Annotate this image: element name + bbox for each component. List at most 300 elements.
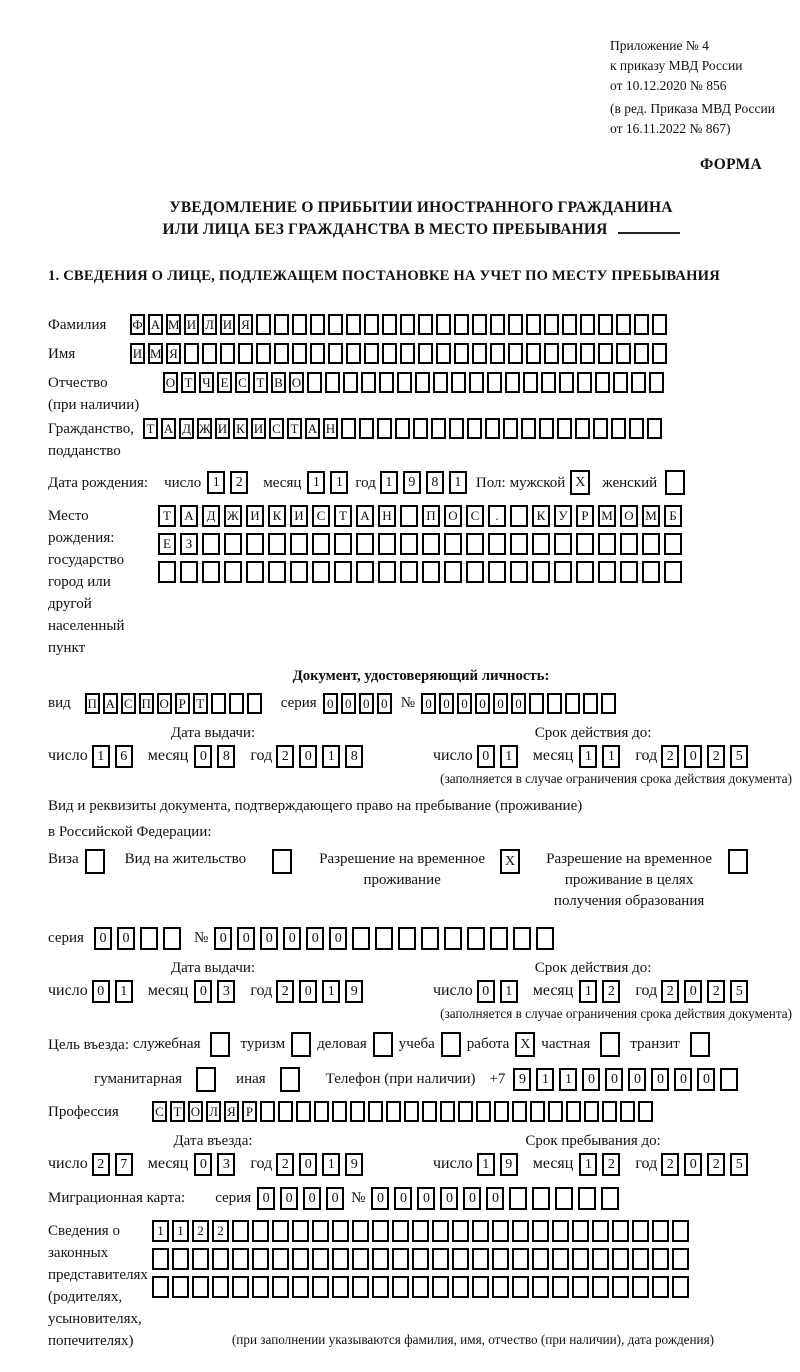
form-cell: О: [188, 1101, 203, 1122]
form-cell: [552, 1248, 569, 1270]
form-cell: 1: [115, 980, 133, 1003]
residence-valid-day: [477, 980, 523, 1003]
form-cell: [312, 1276, 329, 1298]
identity-valid-day: [477, 745, 523, 768]
form-cell: 1: [322, 980, 340, 1003]
form-cell: [364, 314, 379, 335]
form-cell: [140, 927, 158, 950]
identity-valid-year: [661, 745, 753, 768]
form-cell: 0: [359, 693, 374, 714]
form-cell: [332, 1276, 349, 1298]
citizenship-cells: [143, 418, 665, 439]
form-cell: 1: [322, 1153, 340, 1176]
form-cell: [492, 1276, 509, 1298]
form-title-line1: УВЕДОМЛЕНИЕ О ПРИБЫТИИ ИНОСТРАННОГО ГРАЖДАНИНА: [169, 199, 673, 216]
form-cell: И: [220, 314, 235, 335]
form-cell: Л: [206, 1101, 221, 1122]
form-cell: [611, 418, 626, 439]
form-cell: [386, 1101, 401, 1122]
form-cell: 1: [579, 745, 597, 768]
field-purpose-row-2: [94, 1066, 794, 1092]
form-cell: [536, 927, 554, 950]
form-cell: П: [139, 693, 154, 714]
form-cell: О: [157, 693, 172, 714]
form-cell: [557, 418, 572, 439]
form-cell: 1: [559, 1068, 577, 1091]
form-cell: Т: [143, 418, 158, 439]
form-cell: [172, 1248, 189, 1270]
form-cell: 1: [207, 471, 225, 494]
form-cell: 0: [628, 1068, 646, 1091]
form-cell: [631, 372, 646, 393]
form-cell: [378, 561, 396, 583]
form-cell: [532, 1276, 549, 1298]
form-cell: [334, 561, 352, 583]
patronymic-cells: [163, 372, 667, 393]
form-cell: Я: [238, 314, 253, 335]
form-cell: 0: [684, 745, 702, 768]
migration-series-label: серия: [215, 1190, 252, 1206]
form-cell: [352, 1220, 369, 1242]
form-cell: 0: [117, 927, 135, 950]
form-cell: [580, 343, 595, 364]
form-cell: [332, 1101, 347, 1122]
form-cell: 0: [697, 1068, 715, 1091]
form-cell: [598, 314, 613, 335]
birth-month-cells: [307, 471, 353, 494]
form-cell: 0: [475, 693, 490, 714]
birth-place-row-3: [158, 561, 686, 583]
form-cell: [310, 314, 325, 335]
form-cell: [224, 533, 242, 555]
form-cell: 0: [323, 693, 338, 714]
form-cell: [490, 314, 505, 335]
field-representatives: [48, 1220, 794, 1352]
purpose-humanitarian-checkbox: [196, 1067, 216, 1092]
form-cell: [548, 1101, 563, 1122]
form-cell: 8: [426, 471, 444, 494]
purpose-other-checkbox: [280, 1067, 300, 1092]
form-cell: [432, 1276, 449, 1298]
form-cell: Н: [323, 418, 338, 439]
form-cell: [392, 1276, 409, 1298]
year-label: год: [355, 474, 376, 491]
identity-series-label: серия: [280, 695, 317, 711]
form-cell: [526, 314, 541, 335]
field-name: [48, 343, 794, 365]
form-cell: И: [215, 418, 230, 439]
birth-place-row-2: [158, 533, 686, 555]
entry-day: [92, 1153, 138, 1176]
form-cell: [346, 314, 361, 335]
form-cell: 2: [602, 980, 620, 1003]
migration-number-cells: [371, 1187, 624, 1210]
form-cell: [346, 343, 361, 364]
form-cell: [652, 1276, 669, 1298]
form-cell: 0: [605, 1068, 623, 1091]
option-residence-permit-label: Вид на жительство: [124, 851, 247, 867]
form-cell: [314, 1101, 329, 1122]
birth-year-cells: [380, 471, 472, 494]
form-cell: [252, 1248, 269, 1270]
residence-issue-month: [194, 980, 240, 1003]
form-cell: [466, 533, 484, 555]
form-cell: [431, 418, 446, 439]
form-cell: 1: [449, 471, 467, 494]
identity-issue-month: [194, 745, 240, 768]
birth-place-label: Место рождения: государство город или другой населенный пункт: [48, 508, 125, 656]
form-cell: [612, 1276, 629, 1298]
form-cell: Е: [217, 372, 232, 393]
form-cell: [652, 343, 667, 364]
form-cell: 0: [417, 1187, 435, 1210]
form-cell: 1: [330, 471, 348, 494]
form-cell: А: [305, 418, 320, 439]
form-cell: [652, 1248, 669, 1270]
residence-doc-intro-2: в Российской Федерации:: [48, 824, 212, 840]
form-cell: [452, 1276, 469, 1298]
birth-place-grid: [158, 505, 794, 589]
form-cell: 0: [326, 1187, 344, 1210]
form-cell: [352, 927, 370, 950]
form-cell: [359, 418, 374, 439]
sex-male-label: мужской: [509, 474, 566, 491]
form-cell: [274, 343, 289, 364]
representatives-row-2: [152, 1248, 692, 1270]
form-cell: [252, 1220, 269, 1242]
purpose-other-label: иная: [236, 1070, 266, 1087]
form-cell: [180, 561, 198, 583]
form-cell: М: [642, 505, 660, 527]
form-cell: Т: [158, 505, 176, 527]
field-migration-card: [48, 1186, 794, 1210]
annex-line-3: от 10.12.2020 № 856: [610, 78, 727, 93]
name-cells: [130, 343, 670, 364]
form-cell: А: [148, 314, 163, 335]
form-cell: [544, 314, 559, 335]
field-visit-purpose: [48, 1032, 794, 1057]
day-label: число: [164, 474, 202, 491]
form-cell: [325, 372, 340, 393]
form-cell: 0: [299, 1153, 317, 1176]
form-cell: 9: [500, 1153, 518, 1176]
profession-cells: [152, 1101, 656, 1122]
form-cell: [620, 1101, 635, 1122]
form-cell: [292, 1220, 309, 1242]
form-cell: 9: [345, 1153, 363, 1176]
form-cell: [307, 372, 322, 393]
entry-date-heading: Дата въезда:: [173, 1133, 253, 1149]
form-cell: [466, 561, 484, 583]
form-cell: 0: [651, 1068, 669, 1091]
form-cell: Т: [334, 505, 352, 527]
birth-date-label: Дата рождения:: [48, 474, 149, 491]
identity-doc-heading: Документ, удостоверяющий личность:: [292, 668, 550, 684]
annex-edit-line-2: от 16.11.2022 № 867): [610, 121, 731, 136]
form-cell: [432, 1220, 449, 1242]
form-cell: [592, 1220, 609, 1242]
option-temp-residence-education-checkbox: [728, 849, 748, 874]
form-cell: [212, 1276, 229, 1298]
form-cell: [372, 1276, 389, 1298]
form-cell: [332, 1220, 349, 1242]
residence-valid-year: [661, 980, 753, 1003]
form-cell: 0: [493, 693, 508, 714]
form-cell: [444, 927, 462, 950]
form-cell: А: [103, 693, 118, 714]
form-cell: [521, 418, 536, 439]
field-residence-series-number: [48, 926, 794, 950]
form-cell: 2: [192, 1220, 209, 1242]
form-cell: [246, 561, 264, 583]
patronymic-label: Отчество (при наличии): [48, 375, 140, 413]
form-cell: [642, 533, 660, 555]
form-cell: [202, 561, 220, 583]
form-cell: [485, 418, 500, 439]
form-cell: [246, 533, 264, 555]
form-cell: [562, 314, 577, 335]
form-cell: Ж: [224, 505, 242, 527]
form-cell: 1: [536, 1068, 554, 1091]
form-cell: [632, 1248, 649, 1270]
form-cell: [595, 372, 610, 393]
form-cell: Д: [202, 505, 220, 527]
form-cell: И: [290, 505, 308, 527]
form-cell: [510, 561, 528, 583]
form-cell: С: [466, 505, 484, 527]
birth-place-row-1: [158, 505, 686, 527]
residence-series-cells: [94, 927, 186, 950]
form-cell: 0: [283, 927, 301, 950]
form-cell: [529, 693, 544, 714]
surname-label: Фамилия: [48, 317, 107, 333]
form-cell: [350, 1101, 365, 1122]
form-cell: [328, 343, 343, 364]
migration-series-cells: [257, 1187, 349, 1210]
form-cell: [508, 314, 523, 335]
form-cell: 0: [260, 927, 278, 950]
representatives-row-1: [152, 1220, 692, 1242]
form-cell: [472, 343, 487, 364]
form-cell: [451, 372, 466, 393]
form-cell: [184, 343, 199, 364]
form-cell: [292, 1248, 309, 1270]
form-cell: [584, 1101, 599, 1122]
form-cell: [510, 505, 528, 527]
field-birth-date: [48, 470, 794, 495]
form-cell: [467, 418, 482, 439]
form-cell: 0: [486, 1187, 504, 1210]
form-cell: [572, 1276, 589, 1298]
form-cell: [532, 533, 550, 555]
representatives-note: (при заполнении указываются фамилия, имя, отчество (при наличии), дата рождения): [231, 1332, 715, 1347]
form-cell: [211, 693, 226, 714]
form-cell: [312, 1220, 329, 1242]
form-cell: 0: [421, 693, 436, 714]
form-cell: [332, 1248, 349, 1270]
form-cell: [492, 1248, 509, 1270]
form-cell: 8: [345, 745, 363, 768]
sex-female-checkbox: [665, 470, 685, 495]
form-cell: [576, 533, 594, 555]
form-cell: [152, 1248, 169, 1270]
form-cell: [433, 372, 448, 393]
form-cell: [268, 561, 286, 583]
form-cell: Я: [224, 1101, 239, 1122]
form-cell: 0: [684, 1153, 702, 1176]
form-cell: 8: [217, 745, 235, 768]
form-cell: Л: [202, 314, 217, 335]
form-cell: [634, 314, 649, 335]
form-cell: 2: [661, 1153, 679, 1176]
form-cell: В: [271, 372, 286, 393]
form-cell: [488, 533, 506, 555]
form-cell: И: [184, 314, 199, 335]
form-cell: 2: [707, 1153, 725, 1176]
form-cell: [238, 343, 253, 364]
form-cell: [449, 418, 464, 439]
form-cell: 0: [439, 693, 454, 714]
form-cell: 2: [707, 745, 725, 768]
form-cell: [444, 561, 462, 583]
title-number-underline: [618, 220, 680, 234]
option-visa-checkbox: [85, 849, 105, 874]
form-cell: [272, 1248, 289, 1270]
form-cell: [310, 343, 325, 364]
form-cell: [620, 561, 638, 583]
form-cell: 1: [92, 745, 110, 768]
form-cell: [454, 343, 469, 364]
form-cell: [620, 533, 638, 555]
form-cell: Д: [179, 418, 194, 439]
form-cell: [375, 927, 393, 950]
form-cell: [467, 927, 485, 950]
form-cell: [382, 314, 397, 335]
form-cell: [418, 314, 433, 335]
purpose-business-label: деловая: [317, 1036, 367, 1052]
form-cell: [452, 1248, 469, 1270]
form-cell: [664, 561, 682, 583]
form-cell: [541, 372, 556, 393]
form-cell: [352, 1248, 369, 1270]
residence-doc-note: (заполняется в случае ограничения срока действия документа): [440, 1006, 792, 1021]
form-cell: [598, 561, 616, 583]
sex-female-label: женский: [602, 474, 658, 491]
residence-issue-day: [92, 980, 138, 1003]
form-cell: [458, 1101, 473, 1122]
form-cell: [554, 533, 572, 555]
form-cell: [152, 1276, 169, 1298]
purpose-transit-checkbox: [690, 1032, 710, 1057]
form-cell: [652, 314, 667, 335]
form-cell: 0: [94, 927, 112, 950]
form-cell: Н: [378, 505, 396, 527]
form-cell: [422, 533, 440, 555]
form-cell: [397, 372, 412, 393]
form-cell: С: [269, 418, 284, 439]
form-cell: 0: [457, 693, 472, 714]
option-visa-label: Виза: [48, 851, 79, 867]
form-cell: 1: [579, 980, 597, 1003]
form-cell: Р: [175, 693, 190, 714]
form-cell: [378, 533, 396, 555]
form-cell: О: [163, 372, 178, 393]
form-cell: 1: [477, 1153, 495, 1176]
form-cell: [252, 1276, 269, 1298]
residence-doc-dates: [48, 960, 794, 1003]
identity-valid-heading: Срок действия до:: [534, 725, 652, 741]
representatives-label: Сведения о законных представителях (родителях, усыновителях, попечителях): [48, 1223, 148, 1349]
form-cell: [612, 1248, 629, 1270]
form-cell: [509, 1187, 527, 1210]
form-cell: 0: [299, 980, 317, 1003]
form-cell: [413, 418, 428, 439]
form-cell: [422, 561, 440, 583]
option-temp-residence-checkbox: X: [500, 849, 520, 874]
form-cell: И: [130, 343, 145, 364]
form-cell: [290, 561, 308, 583]
form-cell: [598, 343, 613, 364]
form-cell: [566, 1101, 581, 1122]
form-cell: Я: [166, 343, 181, 364]
form-cell: [469, 372, 484, 393]
identity-valid-date: Срок действия до: число 0 1 месяц 1 1 год 2 0 2 5: [433, 725, 753, 768]
form-cell: [523, 372, 538, 393]
identity-valid-month: [579, 745, 625, 768]
form-cell: 2: [92, 1153, 110, 1176]
form-cell: [415, 372, 430, 393]
identity-issue-year: [276, 745, 368, 768]
form-cell: [472, 1220, 489, 1242]
form-cell: [532, 1220, 549, 1242]
form-cell: [377, 418, 392, 439]
form-cell: [400, 533, 418, 555]
stay-until-day: [477, 1153, 523, 1176]
form-cell: [616, 314, 631, 335]
identity-issue-date: Дата выдачи: число 1 6 месяц 0 8 год 2 0 1 8: [48, 725, 433, 768]
form-cell: 1: [322, 745, 340, 768]
form-cell: Т: [193, 693, 208, 714]
form-cell: Р: [242, 1101, 257, 1122]
form-cell: [436, 343, 451, 364]
birth-day-cells: [207, 471, 253, 494]
form-cell: [292, 1276, 309, 1298]
form-cell: [508, 343, 523, 364]
purpose-private-label: частная: [541, 1036, 591, 1052]
form-cell: 0: [214, 927, 232, 950]
form-cell: [364, 343, 379, 364]
form-cell: М: [598, 505, 616, 527]
sex-male-checkbox: X: [570, 470, 590, 495]
form-cell: М: [148, 343, 163, 364]
form-cell: 9: [513, 1068, 531, 1091]
form-cell: 0: [194, 1153, 212, 1176]
form-cell: [229, 693, 244, 714]
form-cell: [395, 418, 410, 439]
form-cell: 0: [674, 1068, 692, 1091]
identity-series-cells: [323, 693, 395, 714]
form-cell: [356, 533, 374, 555]
form-title: [48, 197, 794, 241]
form-cell: 0: [194, 745, 212, 768]
field-birth-place: [48, 505, 794, 659]
form-cell: [202, 343, 217, 364]
form-cell: [352, 1276, 369, 1298]
form-label: ФОРМА: [699, 156, 762, 173]
form-cell: А: [356, 505, 374, 527]
form-cell: 2: [661, 745, 679, 768]
form-cell: Т: [181, 372, 196, 393]
